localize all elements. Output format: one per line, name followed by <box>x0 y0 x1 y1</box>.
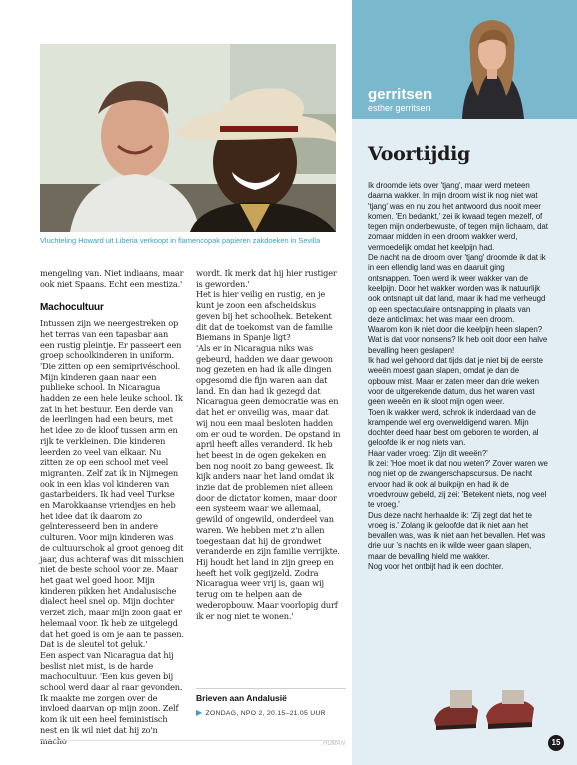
play-arrow-icon: ▶ <box>196 708 203 717</box>
column-paragraph: Waarom kon ik niet door die keelpijn heen slapen? Wat is dat voor nonsens? Ik heb ooit door een halve bevalling heen geslapen! <box>368 325 548 355</box>
column-title: Voortijdig <box>368 143 471 165</box>
column-text <box>368 181 548 572</box>
column-paragraph: De nacht na de droom over 'tjang' droomde ik dat ik in een ellendig land was en daaruit ging ontsnappen. Toen werd ik weer wakker van de keelpijn. Door het wakker worden was ik natuurlijk ook ontsnapt uit dat land, maar ik had me verheugd op een spectaculaire ontsnapping in plaats van deze anticlimax: het was maar een droom. <box>368 253 546 324</box>
columnist-portrait <box>452 14 532 119</box>
footer-logo: HUMAN <box>323 741 345 747</box>
column-paragraph: Ik droomde iets over 'tjang', maar werd meteen daarna wakker. In mijn droom wist ik nog niet wat 'tjang' was en nu zou het antwoord dus nooit meer komen. 'En bedankt,' zei ik kwaad tegen mezelf, of tegen mijn onderbewuste, of tegen mijn lichaam, dat zomaar midden in een droom wakker werd, vermoedelijk omdat het keelpijn had. <box>368 181 548 252</box>
program-info-box <box>196 688 346 717</box>
section-heading: Machocultuur <box>40 302 104 314</box>
body-paragraph: wordt. Ik merk dat hij hier rustiger is geworden.' <box>196 268 337 289</box>
column-paragraph: Toen ik wakker werd, schrok ik inderdaad van de krampende wel erg overweldigend waren. Mijn dochter deed haar best om geboren te worden, al geloofde ik er nog niets van. <box>368 407 539 448</box>
columnist-fullname: esther gerritsen <box>368 103 431 113</box>
article-photo <box>40 44 336 232</box>
column-paragraph: Ik had wel gehoord dat tijds dat je niet bij de eerste weeën moest gaan slapen, omdat je dan de opbouw mist. Maar er zaten meer dan drie weken voor de uitgerekende datum, dus het waren vast geen weeën en ik sloot mijn ogen weer. <box>368 356 543 407</box>
body-paragraph: 'Als er in Nicaragua niks was gebeurd, hadden we daar gewoon nog gezeten en had ik alle dingen opgesomd die fijn waren aan dat land. En dan had ik gezegd dat Nicaragua geen democratie was en dat het er onveilig was, maar dat wij nou een maal besloten hadden om er oud te worden. De opstand in april heeft alles veranderd. Ik heb het beest in de ogen gekeken en ben nog nooit zo bang geweest. Ik kijk anders naar het land omdat ik inzie dat de problemen niet alleen door de dictator komen, maar door een systeem waar we allemaal, gewild of ongewild, onderdeel van waren. We hebben met z'n allen toegestaan dat hij de grondwet veranderde en zijn familie verrijkte. Hij houdt het land in zijn greep en heeft het volk gegijzeld. Zodra Nicaragua weer vrij is, gaan wij terug om te helpen aan de wederopbouw. Maar voorlopig durf ik er nog niet te wonen.' <box>196 342 341 621</box>
article-column-left <box>40 268 185 746</box>
footer-divider <box>40 740 340 741</box>
two-men-photo-illustration <box>40 44 336 232</box>
photo-caption: Vluchteling Howard uit Liberia verkoopt in flamencopak papieren zakdoeken in Sevilla <box>40 236 321 245</box>
columnist-name: gerritsen <box>368 86 433 103</box>
column-paragraph: Haar vader vroeg: 'Zijn dit weeën?' <box>368 448 488 458</box>
column-paragraph: Ik zei: 'Hoe moet ik dat nou weten?' Zover waren we nog niet op de zwangerschapscursus. De nacht ervoor had ik ook al buikpijn en had ik de vroedvrouw gebeld, zij zei: 'Betekent niets, nog veel te vroeg.' <box>368 459 548 510</box>
program-broadcast <box>196 708 346 717</box>
page-number: 15 <box>548 735 564 751</box>
column-paragraph: Dus deze nacht herhaalde ik: 'Zij zegt dat het te vroeg is.' Zolang ik geloofde dat ik niet aan het bevallen was, was ik niet aan het bevallen. Het was drie uur 's nachts en ik wilde weer gaan slapen, maar de bevalling hield me wakker. <box>368 510 546 561</box>
intro-paragraph: mengeling van. Niet indiaans, maar ook niet Spaans. Echt een mestiza.' <box>40 268 184 289</box>
shoes-illustration <box>430 690 540 735</box>
program-title: Brieven aan Andalusië <box>196 693 287 703</box>
body-paragraph: Intussen zijn we neergestreken op het terras van een tapasbar aan een rustig pleintje. Er passeert een groep schoolkinderen in uniform. 'Die zitten op een semiprivéschool. Mijn kinderen gaan naar een publieke school. In Nicaragua hadden ze een hele leuke school. Ik zat in het bestuur. Een derde van de leerlingen had een beurs, met het idee zo de kloof tussen arm en rijk te verkleinen. Die kinderen leerden zo veel van elkaar. Nu zitten ze op een school met veel migranten. Zelf zat ik in Nijmegen ook in een klas vol kinderen van gastarbeiders. Ik had veel Turkse en Marokkaanse vriendjes en heb het idee dat ik daarom zo geïnteresseerd ben in andere culturen. Voor mijn kinderen was de cultuurschok al groot genoeg dit jaar, dus achteraf was dit misschien niet de beste school voor ze. Maar het gaat wel goed hoor. Mijn kinderen pikken het Andalusische dialect heel snel op. Mijn dochter verzet zich, maar mijn zoon gaat er helemaal voor. Ik heb ze uitgelegd dat het goed is om je aan te passen. Dat is de sleutel tot geluk.' <box>40 318 184 650</box>
body-paragraph: Een aspect van Nicaragua dat hij beslist niet mist, is de harde machocultuur. 'Een kus geven bij school werd daar al raar gevonden. Ik maakte me zorgen over de invloed daarvan op mijn zoon. Zelf kom ik uit een heel feministisch nest en ik wil niet dat hij zo'n <box>40 649 183 735</box>
body-paragraph: Het is hier veilig en rustig, en je kunt je zoon een afscheidskus geven bij het schoolhek. Betekent dit dat de toekomst van de familie Biemans in Spanje ligt? <box>196 289 333 343</box>
program-broadcast-text: ZONDAG, NPO 2, 20.15–21.05 UUR <box>205 710 326 717</box>
columnist-header <box>352 0 577 119</box>
column-paragraph: Nog voor het ontbijt had ik een dochter. <box>368 561 504 571</box>
article-column-middle <box>196 268 341 621</box>
